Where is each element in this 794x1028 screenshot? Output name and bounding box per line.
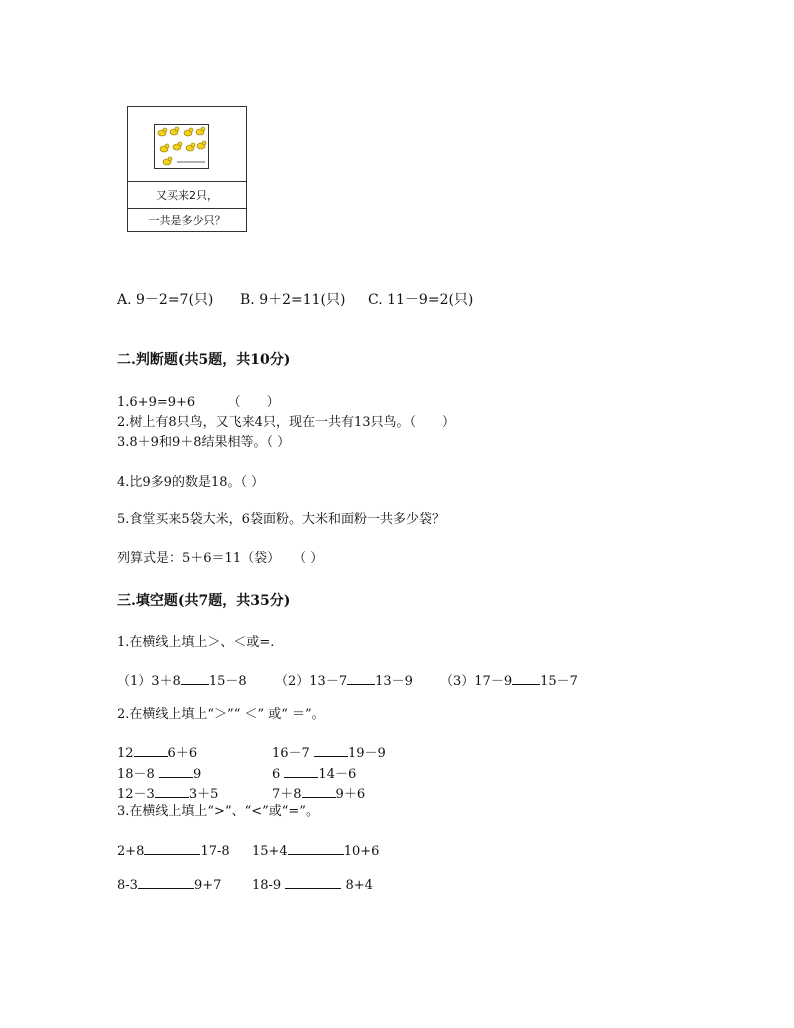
fill-q1-item-2-left: （2）13－7 [275, 674, 348, 689]
picture-line-2: 一共是多少只？ [148, 214, 226, 227]
answer-blank[interactable] [134, 744, 168, 757]
fill-q2-r3-c2 [272, 785, 365, 801]
answer-blank[interactable] [288, 842, 344, 855]
choice-b: B. 9＋2=11(只) [240, 292, 346, 308]
expr-left: 16－7 [272, 746, 310, 761]
fill-q1-item-1 [117, 672, 247, 688]
choice-a: A. 9－2=7(只) [117, 292, 214, 308]
fill-q1-item-3 [440, 672, 578, 688]
fill-q1-item-1-right: 15－8 [208, 674, 247, 689]
answer-blank[interactable] [285, 876, 341, 889]
fill-q1-item-3-left: （3）17－9 [440, 674, 513, 689]
expr-right: 9+7 [193, 878, 222, 893]
expr-right: 14－6 [318, 767, 357, 782]
judge-q3: 3.8＋9和9＋8结果相等。（ ） [117, 435, 291, 450]
fill-q3-r2-c2 [252, 876, 373, 892]
fill-q3-r1-c1 [117, 842, 230, 858]
judge-q1: 1.6+9=9+6 （ ） [117, 395, 280, 410]
expr-right: 3＋5 [188, 787, 219, 802]
fill-q2-r3-c1 [117, 785, 218, 801]
answer-blank[interactable] [302, 785, 336, 798]
expr-left: 6 [272, 767, 281, 782]
chicks-illustration-icon [155, 125, 208, 168]
answer-blank[interactable] [347, 672, 375, 685]
fill-q1-item-2-right: 13－9 [375, 674, 413, 689]
expr-left: 8-3 [117, 878, 138, 893]
fill-q3-r1-c2 [252, 842, 379, 858]
answer-blank[interactable] [159, 765, 193, 778]
answer-blank[interactable] [512, 672, 540, 685]
judge-q5-answer: 列算式是：5＋6＝11（袋） （ ） [117, 551, 324, 566]
fill-q1-prompt: 1.在横线上填上＞、＜或=. [117, 635, 275, 650]
expr-left: 18-9 [252, 878, 282, 893]
answer-blank[interactable] [155, 785, 189, 798]
fill-q2-r1-c2 [272, 744, 386, 760]
judge-q4: 4.比9多9的数是18。（ ） [117, 475, 265, 490]
chicks-frame [154, 124, 209, 169]
chicks-image-area [128, 107, 246, 182]
expr-right: 8+4 [345, 878, 373, 893]
answer-blank[interactable] [181, 672, 209, 685]
expr-right: 6＋6 [167, 746, 198, 761]
picture-box [127, 106, 247, 232]
answer-blank[interactable] [284, 765, 318, 778]
picture-text-row-2 [128, 209, 246, 231]
fill-q2-r1-c1 [117, 744, 197, 760]
fill-q1-item-1-left: （1）3＋8 [117, 674, 181, 689]
expr-right: 9 [192, 767, 202, 782]
answer-blank[interactable] [144, 842, 200, 855]
fill-q3-r2-c1 [117, 876, 221, 892]
expr-right: 9＋6 [335, 787, 366, 802]
expr-left: 2+8 [117, 844, 145, 859]
expr-left: 18－8 [117, 767, 155, 782]
expr-right: 19－9 [347, 746, 386, 761]
expr-left: 12 [117, 746, 134, 761]
answer-blank[interactable] [314, 744, 348, 757]
fill-q3-prompt: 3.在横线上填上“>”、“<”或“=”。 [117, 804, 319, 819]
judge-q5-text: 5.食堂买来5袋大米，6袋面粉。大米和面粉一共多少袋？ [117, 512, 445, 527]
fill-q2-r2-c1 [117, 765, 201, 781]
fill-q2-prompt: 2.在横线上填上“＞”“ ＜” 或“ ＝”。 [117, 707, 325, 722]
answer-blank[interactable] [138, 876, 194, 889]
choice-c: C. 11－9=2(只) [368, 292, 474, 308]
expr-right: 17-8 [200, 844, 230, 859]
expr-right: 10+6 [343, 844, 380, 859]
judge-q2: 2.树上有8只鸟，又飞来4只，现在一共有13只鸟。（ ） [117, 415, 455, 430]
section3-title: 三.填空题(共7题，共35分) [117, 593, 291, 609]
expr-left: 12－3 [117, 787, 155, 802]
fill-q1-item-2 [275, 672, 413, 688]
picture-line-1: 又买来2只， [156, 189, 218, 202]
section2-title: 二.判断题(共5题，共10分) [117, 352, 291, 368]
fill-q1-item-3-right: 15－7 [540, 674, 578, 689]
picture-text-row-1 [128, 182, 246, 209]
expr-left: 7＋8 [272, 787, 302, 802]
expr-left: 15+4 [252, 844, 288, 859]
fill-q2-r2-c2 [272, 765, 356, 781]
